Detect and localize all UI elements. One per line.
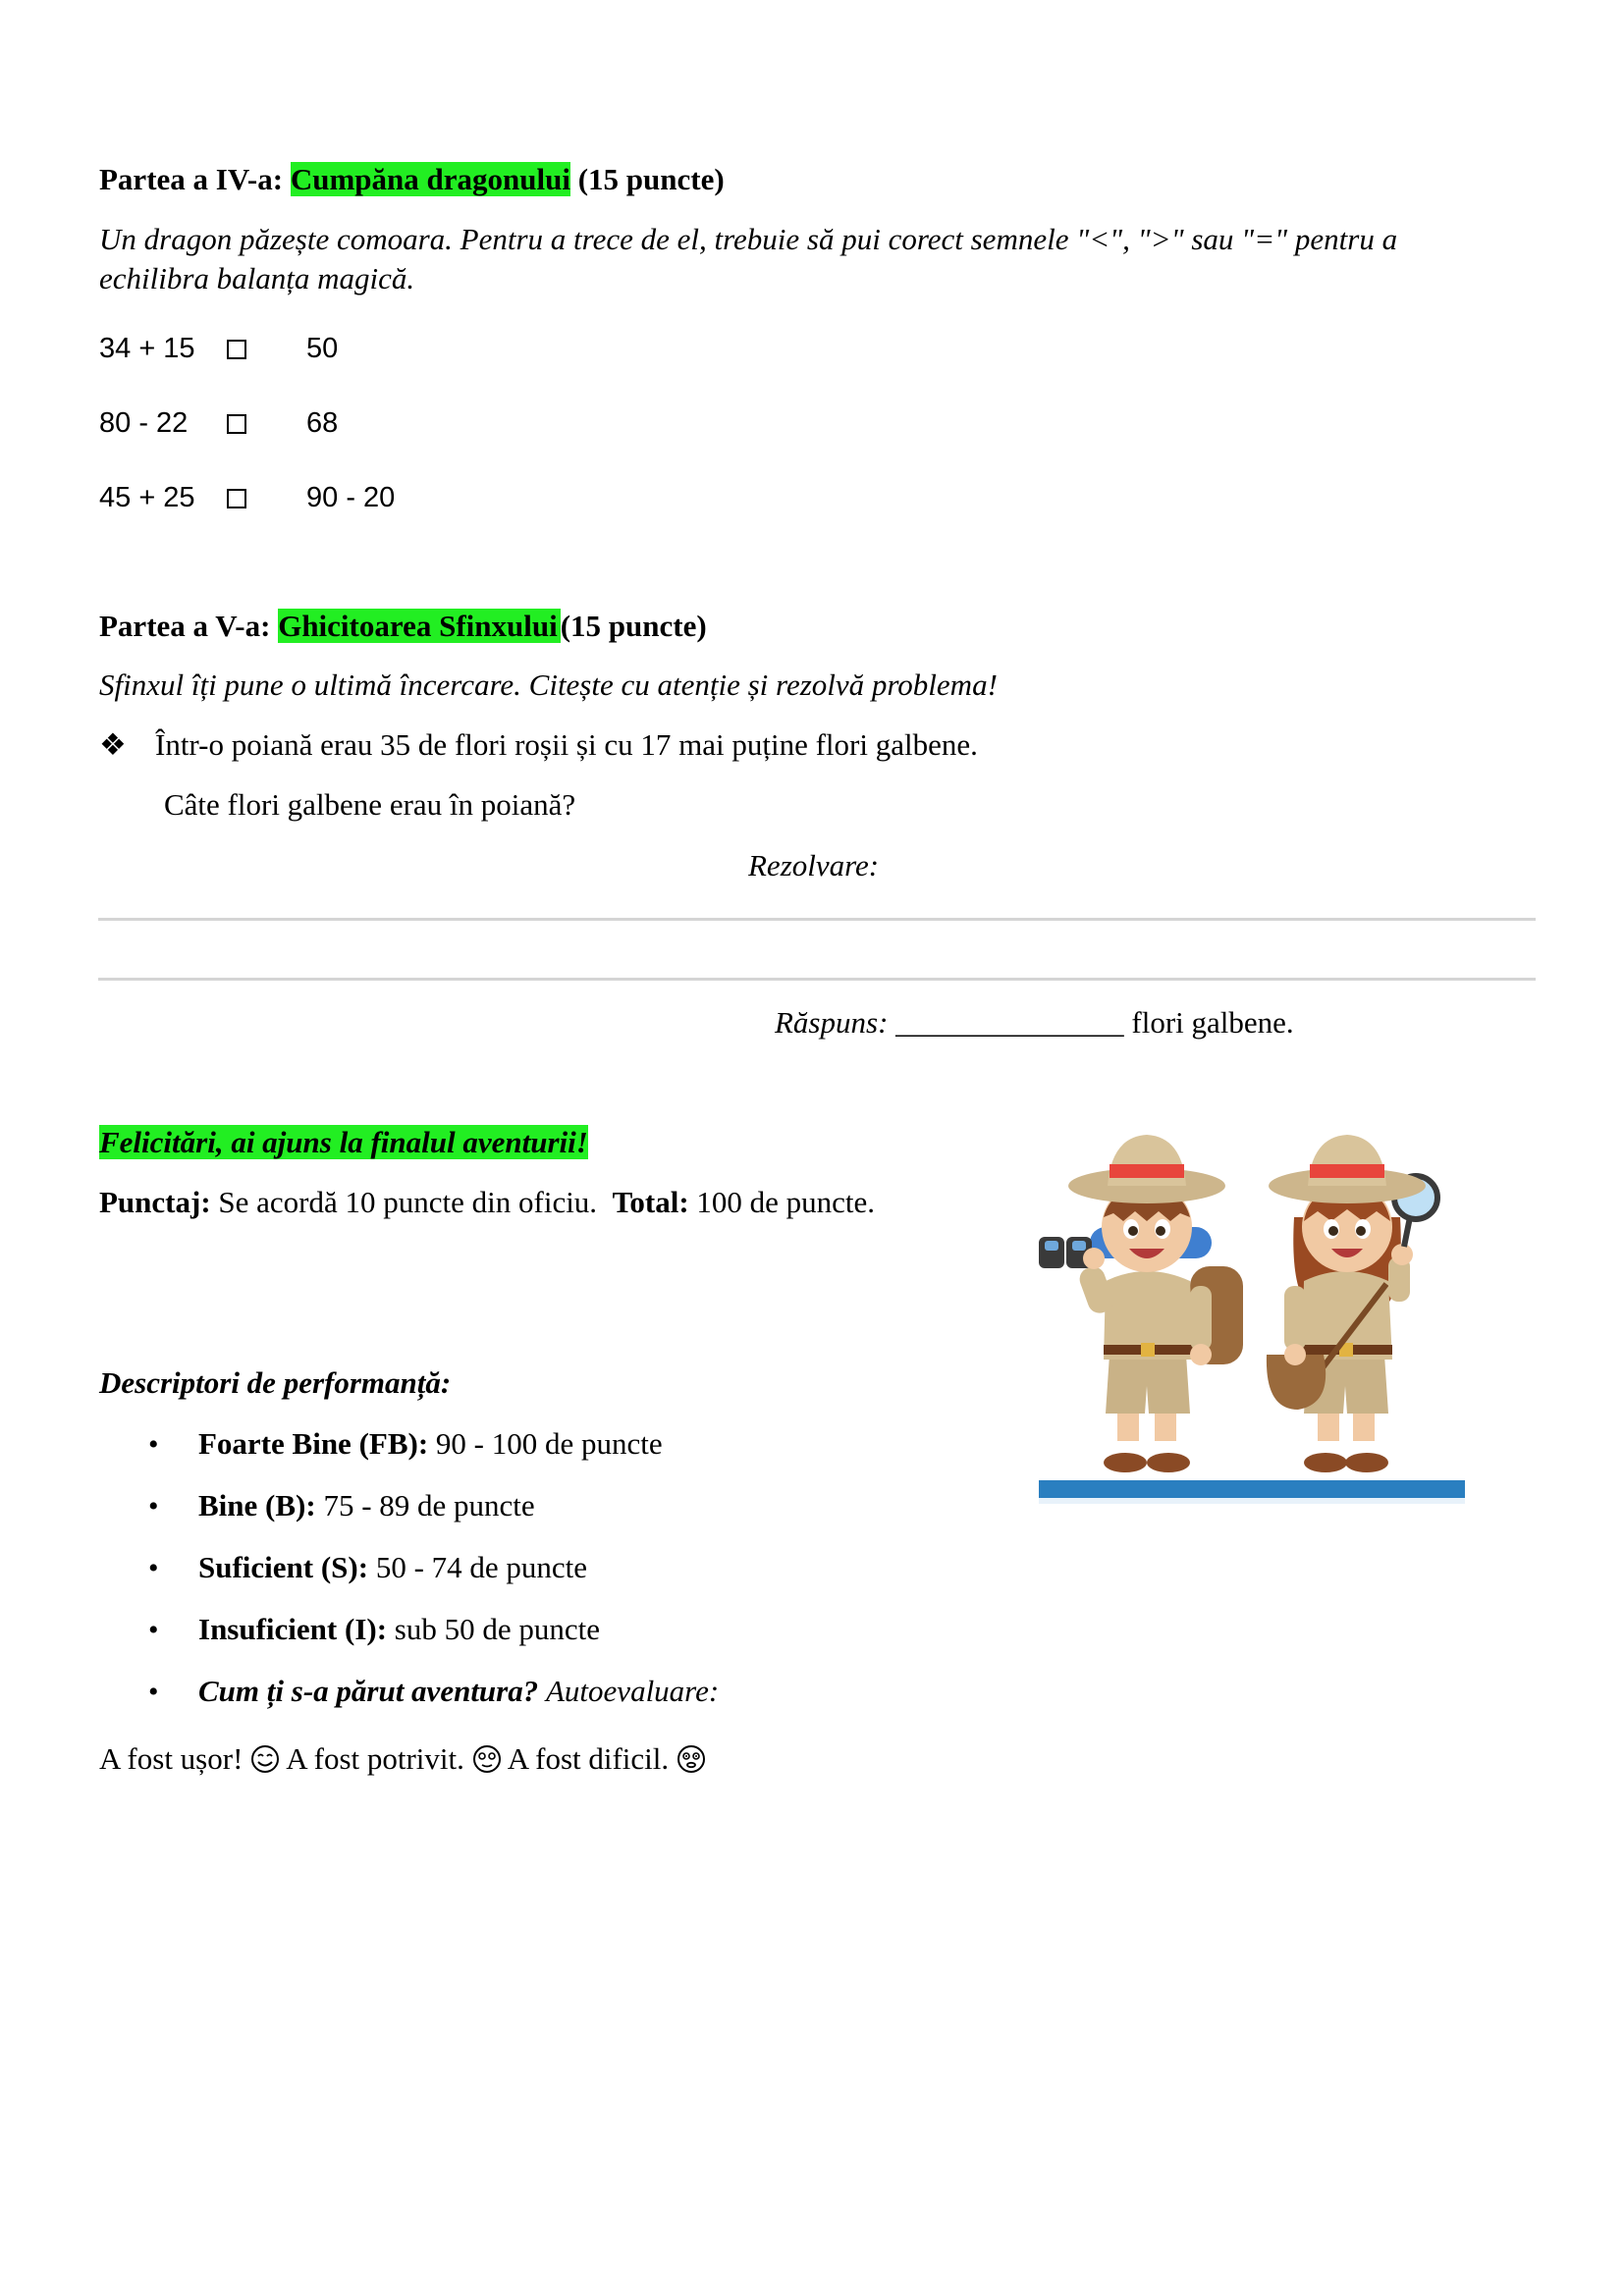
- answer-row: [775, 1004, 1294, 1041]
- answer-writing-line[interactable]: [98, 918, 1536, 921]
- checkbox-icon[interactable]: [227, 414, 246, 434]
- descriptor-item: •: [148, 1552, 159, 1584]
- score-line: [99, 1184, 875, 1221]
- part4-prefix: Partea a IV-a:: [99, 162, 284, 196]
- solution-label: Rezolvare:: [748, 848, 880, 882]
- self-eval-hard[interactable]: A fost dificil.: [507, 1741, 670, 1776]
- comparison-right: 68: [306, 407, 339, 439]
- self-label: Autoevaluare:: [546, 1674, 720, 1708]
- self-eval-row: [99, 1740, 706, 1778]
- smile-emoji-icon[interactable]: [250, 1744, 280, 1774]
- self-eval-easy[interactable]: A fost ușor!: [99, 1741, 244, 1776]
- score-label: Punctaj:: [99, 1185, 211, 1219]
- part4-points: (15 puncte): [577, 162, 725, 196]
- comparison-right: 50: [306, 333, 339, 364]
- answer-blank[interactable]: _______________: [895, 1005, 1124, 1040]
- comparison-row: [99, 480, 195, 515]
- diamond-bullet-icon: ❖: [99, 727, 127, 762]
- answer-writing-line[interactable]: [98, 978, 1536, 981]
- descriptor-value: sub 50 de puncte: [394, 1612, 600, 1646]
- self-question: Cum ți s-a părut aventura?: [198, 1674, 539, 1708]
- descriptor-value: 50 - 74 de puncte: [375, 1550, 588, 1584]
- part5-points: (15 puncte): [560, 609, 707, 643]
- part5-heading: [99, 608, 707, 645]
- descriptor-item-text: [198, 1487, 535, 1524]
- descriptors-title: Descriptori de performanță:: [99, 1365, 452, 1400]
- checkbox-icon[interactable]: [227, 489, 246, 508]
- checkbox-icon[interactable]: [227, 340, 246, 359]
- part5-prefix: Partea a V-a:: [99, 609, 271, 643]
- descriptor-item: •: [148, 1614, 159, 1646]
- congrats-banner: [99, 1124, 588, 1161]
- descriptor-item-text: [198, 1425, 663, 1463]
- comparison-row: [99, 405, 188, 441]
- total-label: Total:: [612, 1185, 689, 1219]
- descriptor-item: •: [148, 1428, 159, 1461]
- congrats-text: Felicitări, ai ajuns la finalul aventurii!: [99, 1125, 588, 1159]
- descriptor-label: Suficient (S):: [198, 1550, 369, 1584]
- descriptor-label: Insuficient (I):: [198, 1612, 388, 1646]
- descriptor-item: •: [148, 1676, 159, 1708]
- part4-title: Cumpăna dragonului: [290, 162, 570, 196]
- part5-title: Ghicitoarea Sfinxului: [278, 609, 558, 643]
- part4-heading: [99, 161, 725, 198]
- problem-line2: Câte flori galbene erau în poiană?: [164, 787, 576, 822]
- comparison-left: 34 + 15: [99, 333, 195, 364]
- self-eval-question: [198, 1673, 719, 1710]
- total-text: 100 de puncte.: [696, 1185, 876, 1219]
- neutral-emoji-icon[interactable]: [472, 1744, 502, 1774]
- descriptor-value: 90 - 100 de puncte: [435, 1426, 663, 1461]
- score-text: Se acordă 10 puncte din oficiu.: [218, 1185, 598, 1219]
- answer-suffix: flori galbene.: [1131, 1005, 1294, 1040]
- answer-label: Răspuns:: [775, 1005, 889, 1040]
- descriptor-item: •: [148, 1490, 159, 1522]
- descriptor-value: 75 - 89 de puncte: [323, 1488, 535, 1522]
- explorer-kids-illustration: [1033, 1119, 1471, 1508]
- descriptor-label: Foarte Bine (FB):: [198, 1426, 429, 1461]
- comparison-left: 45 + 25: [99, 482, 195, 513]
- comparison-right: 90 - 20: [306, 482, 396, 513]
- comparison-row: [99, 331, 195, 366]
- part4-intro-line2: echilibra balanța magică.: [99, 261, 415, 295]
- self-eval-ok[interactable]: A fost potrivit.: [286, 1741, 464, 1776]
- part5-intro: Sfinxul îți pune o ultimă încercare. Citește cu atenție și rezolvă problema!: [99, 667, 998, 702]
- dizzy-emoji-icon[interactable]: [677, 1744, 706, 1774]
- part4-intro-line1: Un dragon păzește comoara. Pentru a trece de el, trebuie să pui corect semnele "<", ">" sau "=" pentru a: [99, 222, 1398, 256]
- problem-line1: Într-o poiană erau 35 de flori roșii și cu 17 mai puține flori galbene.: [155, 727, 978, 762]
- descriptor-label: Bine (B):: [198, 1488, 316, 1522]
- descriptor-item-text: [198, 1611, 600, 1648]
- descriptor-item-text: [198, 1549, 587, 1586]
- comparison-left: 80 - 22: [99, 407, 189, 439]
